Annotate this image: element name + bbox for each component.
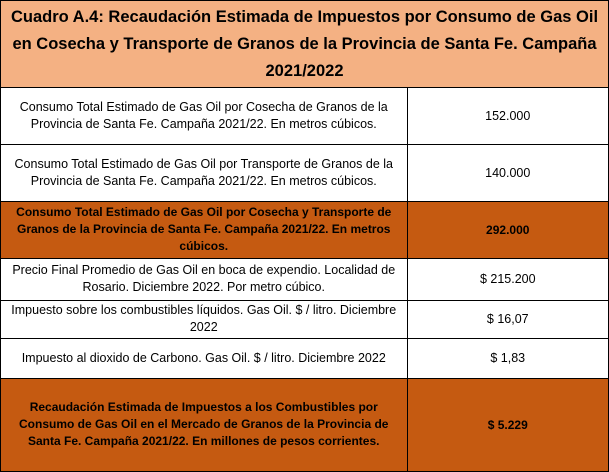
table-row-highlight xyxy=(1,378,608,471)
row-value: 152.000 xyxy=(407,88,608,144)
row-label: Consumo Total Estimado de Gas Oil por Transporte de Granos de la Provincia de Santa Fe. Campaña 2021/22. En metros cúbicos. xyxy=(1,144,407,201)
data-table xyxy=(1,88,608,471)
table-row-highlight xyxy=(1,201,608,258)
row-value: 292.000 xyxy=(407,201,608,258)
table-title: Cuadro A.4: Recaudación Estimada de Impuestos por Consumo de Gas Oil en Cosecha y Transporte de Granos de la Provincia de Santa Fe. Campaña 2021/2022 xyxy=(1,1,608,88)
table-row xyxy=(1,258,608,300)
row-value: $ 1,83 xyxy=(407,338,608,378)
row-value: $ 16,07 xyxy=(407,300,608,338)
row-label: Consumo Total Estimado de Gas Oil por Cosecha y Transporte de Granos de la Provincia de Santa Fe. Campaña 2021/22. En metros cúbicos. xyxy=(1,201,407,258)
row-label: Impuesto sobre los combustibles líquidos. Gas Oil. $ / litro. Diciembre 2022 xyxy=(1,300,407,338)
row-value: $ 5.229 xyxy=(407,378,608,471)
table-row xyxy=(1,88,608,144)
row-label: Precio Final Promedio de Gas Oil en boca de expendio. Localidad de Rosario. Diciembre 2022. Por metro cúbico. xyxy=(1,258,407,300)
row-label: Impuesto al dioxido de Carbono. Gas Oil. $ / litro. Diciembre 2022 xyxy=(1,338,407,378)
row-value: $ 215.200 xyxy=(407,258,608,300)
row-label: Recaudación Estimada de Impuestos a los Combustibles por Consumo de Gas Oil en el Mercado de Granos de la Provincia de Santa Fe. Campaña 2021/22. En millones de pesos corrientes. xyxy=(1,378,407,471)
table-row xyxy=(1,338,608,378)
row-label: Consumo Total Estimado de Gas Oil por Cosecha de Granos de la Provincia de Santa Fe. Campaña 2021/22. En metros cúbicos. xyxy=(1,88,407,144)
row-value: 140.000 xyxy=(407,144,608,201)
table-row xyxy=(1,144,608,201)
table-row xyxy=(1,300,608,338)
